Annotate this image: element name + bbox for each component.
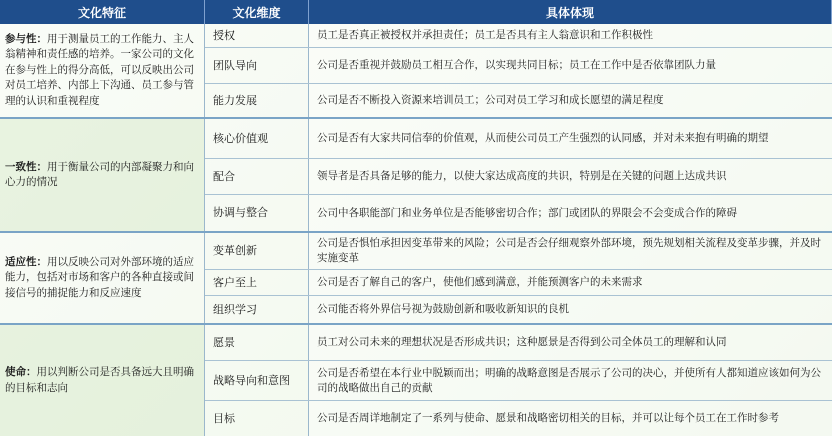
- detail-cell: 公司能否将外界信号视为鼓励创新和吸收新知识的良机: [309, 296, 832, 323]
- dimension-cell: 协调与整合: [205, 195, 309, 231]
- table-row: [205, 361, 832, 401]
- table-row: [205, 119, 832, 159]
- trait-cell: [0, 233, 205, 323]
- table-row: [205, 325, 832, 361]
- detail-cell: 公司是否重视并鼓励员工相互合作，以实现共同目标；员工在工作中是否依靠团队力量: [309, 48, 832, 83]
- dimension-cell: 愿景: [205, 325, 309, 360]
- table-row: [205, 233, 832, 270]
- dimension-cell: 核心价值观: [205, 119, 309, 158]
- group-adaptability: [0, 233, 832, 325]
- header-trait: 文化特征: [0, 0, 205, 24]
- trait-desc: 用于测量员工的工作能力、主人翁精神和责任感的培养。一家公司的文化在参与性上的得分高低，可以反映出公司对员工培养、内部上下沟通、员工参与管理的认识和重视程度: [5, 32, 194, 107]
- trait-desc: 用以反映公司对外部环境的适应能力，包括对市场和客户的各种直接或间接信号的捕捉能力和反应速度: [5, 255, 194, 299]
- detail-cell: 公司是否希望在本行业中脱颖而出；明确的战略意图是否展示了公司的决心，并使所有人都知道应该如何为公司的战略做出自己的贡献: [309, 361, 832, 400]
- dimension-cell: 变革创新: [205, 233, 309, 269]
- detail-cell: 公司中各职能部门和业务单位是否能够密切合作；部门或团队的界限会不会变成合作的障碍: [309, 195, 832, 231]
- detail-cell: 公司是否不断投入资源来培训员工；公司对员工学习和成长愿望的满足程度: [309, 84, 832, 117]
- detail-cell: 员工是否真正被授权并承担责任；员工是否具有主人翁意识和工作积极性: [309, 24, 832, 47]
- dimension-cell: 团队导向: [205, 48, 309, 83]
- header-detail: 具体体现: [309, 0, 832, 24]
- trait-name: 适应性：: [5, 255, 47, 268]
- dimension-cell: 战略导向和意图: [205, 361, 309, 400]
- detail-cell: 公司是否周详地制定了一系列与使命、愿景和战略密切相关的目标，并可以让每个员工在工作时参考: [309, 401, 832, 436]
- detail-cell: 公司是否有大家共同信奉的价值观，从而使公司员工产生强烈的认同感，并对未来抱有明确的期望: [309, 119, 832, 158]
- detail-cell: 公司是否惧怕承担因变革带来的风险；公司是否会仔细观察外部环境，预先规划相关流程及变革步骤，并及时实施变革: [309, 233, 832, 269]
- detail-cell: 领导者是否具备足够的能力，以使大家达成高度的共识，特别是在关键的问题上达成共识: [309, 159, 832, 194]
- dimension-cell: 组织学习: [205, 296, 309, 323]
- header-dimension: 文化维度: [205, 0, 309, 24]
- table-row: [205, 159, 832, 195]
- table-row: [205, 401, 832, 436]
- dimension-cell: 授权: [205, 24, 309, 47]
- trait-name: 一致性：: [5, 160, 47, 173]
- dimension-cell: 配合: [205, 159, 309, 194]
- trait-desc: 用于衡量公司的内部凝聚力和向心力的情况: [5, 160, 194, 188]
- trait-cell: [0, 325, 205, 436]
- group-mission: [0, 325, 832, 436]
- trait-cell: [0, 119, 205, 231]
- trait-desc: 用以判断公司是否具备远大且明确的目标和志向: [5, 366, 194, 394]
- group-participation: [0, 24, 832, 119]
- dimension-cell: 客户至上: [205, 270, 309, 295]
- table-row: [205, 195, 832, 231]
- detail-cell: 员工对公司未来的理想状况是否形成共识；这种愿景是否得到公司全体员工的理解和认同: [309, 325, 832, 360]
- dimension-cell: 能力发展: [205, 84, 309, 117]
- table-header: [0, 0, 832, 24]
- trait-name: 参与性：: [5, 32, 47, 45]
- detail-cell: 公司是否了解自己的客户，使他们感到满意，并能预测客户的未来需求: [309, 270, 832, 295]
- group-consistency: [0, 119, 832, 233]
- table-row: [205, 270, 832, 296]
- table-row: [205, 84, 832, 117]
- table-row: [205, 48, 832, 84]
- table-row: [205, 296, 832, 323]
- table-row: [205, 24, 832, 48]
- trait-name: 使命：: [5, 366, 37, 378]
- dimension-cell: 目标: [205, 401, 309, 436]
- trait-cell: [0, 24, 205, 117]
